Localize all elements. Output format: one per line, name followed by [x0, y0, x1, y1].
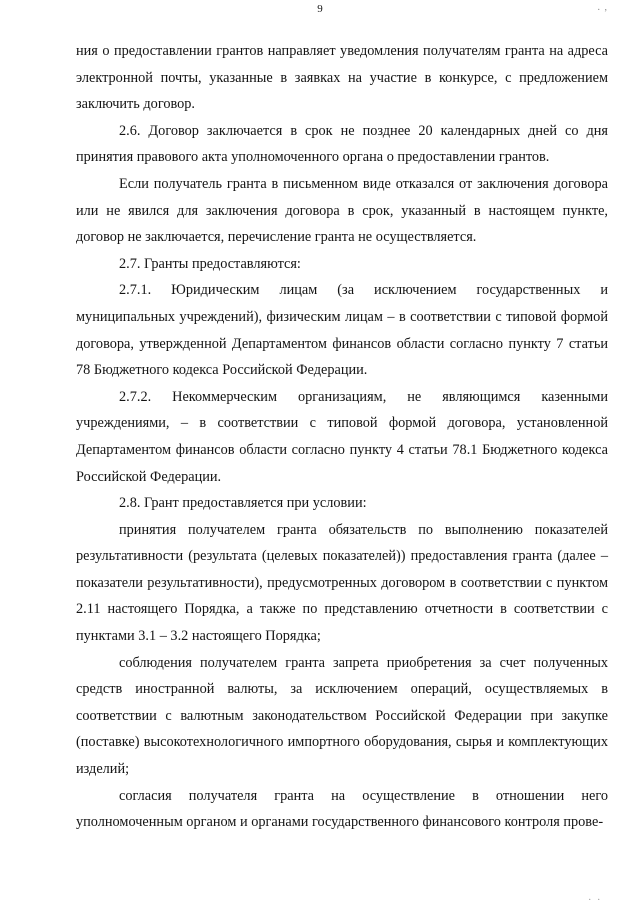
- paragraph-2-6: 2.6. Договор заключается в срок не позднее 20 календарных дней со дня принятия правового акта уполномоченного органа о предоставлении грантов.: [76, 122, 608, 166]
- document-body: [76, 38, 608, 836]
- condition-currency-ban: соблюдения получателем гранта запрета приобретения за счет полученных средств иностранной валюты, за исключением операций, осуществляемых в соответствии с валютным законодательством Российской Федерации при закупке (поставке) высокотехнологичного импортного оборудования, сырья и комплектующих изделий;: [76, 654, 608, 778]
- scan-mark-top: . ,: [597, 2, 608, 13]
- paragraph-continuation: ния о предоставлении грантов направляет уведомления получателям гранта на адреса электронной почты, указанные в заявках на участие в конкурсе, с предложением заключить договор.: [76, 43, 608, 113]
- scan-mark-bottom: . .: [588, 892, 602, 903]
- paragraph-2-7: 2.7. Гранты предоставляются:: [119, 255, 301, 272]
- paragraph-2-7-1: 2.7.1. Юридическим лицам (за исключением государственных и муниципальных учреждений), физическим лицам – в соответствии с типовой формой договора, утвержденной Департаментом финансов области согласно пункту 7 статьи 78 Бюджетного кодекса Российской Федерации.: [76, 282, 608, 379]
- condition-audit-consent: согласия получателя гранта на осуществление в отношении него уполномоченным органом и органами государственного финансового контроля прове-: [76, 787, 608, 831]
- condition-performance-indicators: принятия получателем гранта обязательств по выполнению показателей результативности (результата (целевых показателей)) предоставления гранта (далее – показатели результативности), предусмотренных договором в соответствии с пунктом 2.11 настоящего Порядка, а также по представлению отчетности в соответствии с пунктами 3.1 – 3.2 настоящего Порядка;: [76, 521, 608, 645]
- paragraph-2-8: 2.8. Грант предоставляется при условии:: [119, 495, 367, 512]
- paragraph-2-7-2: 2.7.2. Некоммерческим организациям, не являющимся казенными учреждениями, – в соответствии с типовой формой договора, установленной Департаментом финансов области согласно пункту 4 статьи 78.1 Бюджетного кодекса Российской Федерации.: [76, 388, 608, 485]
- page-number: 9: [317, 3, 323, 15]
- paragraph-refusal: Если получатель гранта в письменном виде отказался от заключения договора или не явился для заключения договора в срок, указанный в настоящем пункте, договор не заключается, перечисление гранта не осуществляется.: [76, 175, 608, 246]
